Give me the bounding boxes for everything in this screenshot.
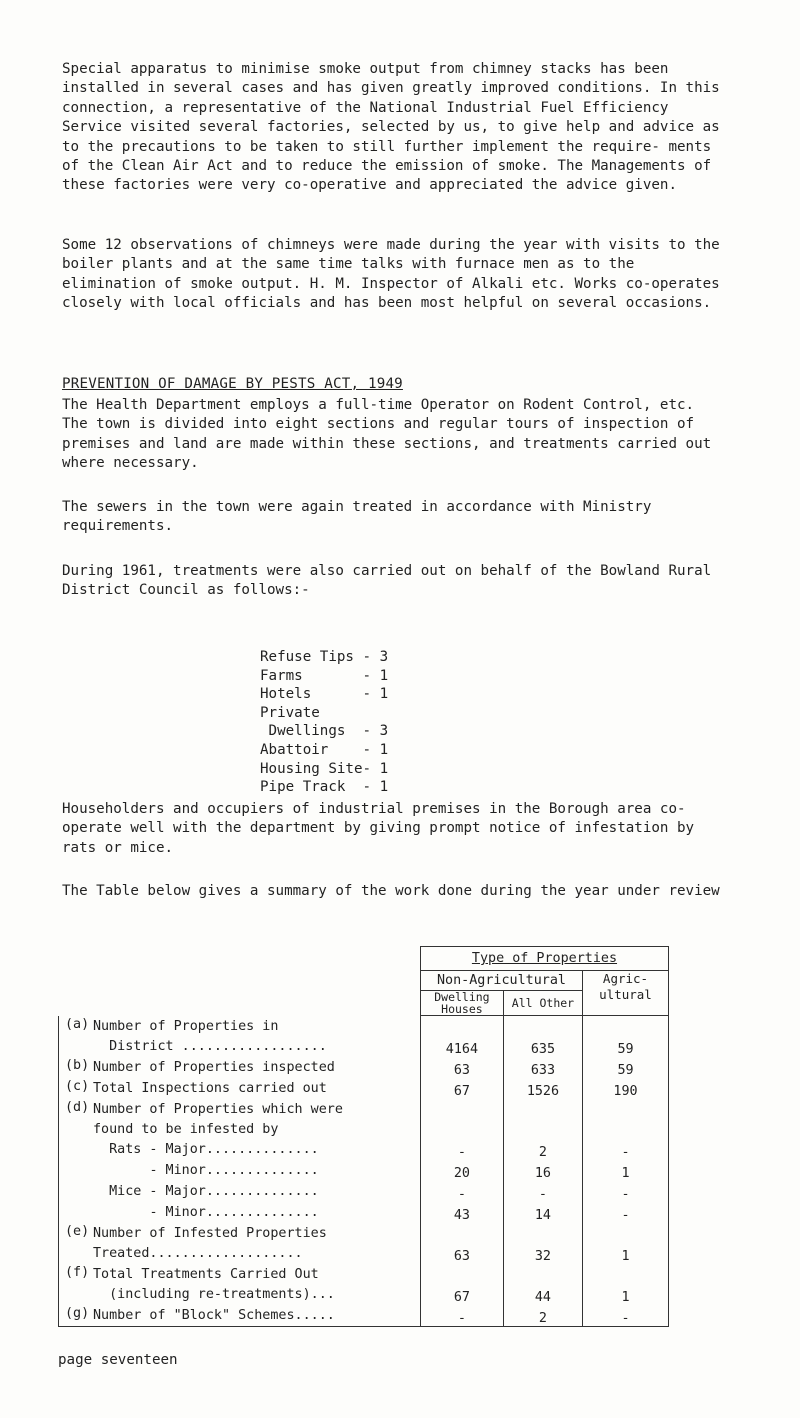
cell-agri: 1 [583, 1160, 669, 1181]
row-label: Number of "Block" Schemes..... [93, 1308, 335, 1323]
header-all-other: All Other [503, 991, 582, 1016]
cell-agri: 1 [583, 1264, 669, 1305]
list-item: Housing Site- 1 [260, 760, 389, 777]
table-row [59, 1202, 669, 1223]
list-item: Hotels - 1 [260, 686, 389, 703]
list-item: Pipe Track - 1 [260, 779, 389, 796]
table-row [59, 1057, 669, 1078]
list-item: Private [260, 704, 320, 721]
table-row [59, 1223, 669, 1264]
table-row [59, 1016, 669, 1058]
cell-agri: 190 [583, 1078, 669, 1099]
paragraph-chimney-observations: Some 12 observations of chimneys were made during the year with visits to the boiler plants and at the same time talks with furnace men as to the elimination of smoke output. H. M. Inspector of Alkali etc. Works co-operates closely with local officials and has been most helpful on several occasions. [62, 237, 729, 312]
cell-dwelling: - [420, 1305, 503, 1327]
cell-dwelling: 4164 [420, 1016, 503, 1058]
cell-dwelling: 43 [420, 1202, 503, 1223]
row-tag: (a) [65, 1017, 90, 1032]
header-type-of-properties: Type of Properties [420, 947, 668, 971]
cell-other: 635 [503, 1016, 582, 1058]
paragraph-table-intro: The Table below gives a summary of the work done during the year under review [62, 883, 720, 899]
row-label: Number of Properties which were found to be infested by Rats - Major.............. [93, 1102, 343, 1157]
cell-other: 633 [503, 1057, 582, 1078]
list-item: Dwellings - 3 [260, 723, 389, 740]
list-item: Abattoir - 1 [260, 741, 389, 758]
row-label: Total Treatments Carried Out (including re-treatments)... [93, 1267, 335, 1302]
table-row [59, 1078, 669, 1099]
row-tag [59, 1182, 93, 1202]
paragraph-sewers: The sewers in the town were again treated in accordance with Ministry requirements. [62, 499, 660, 535]
cell-dwelling: 67 [420, 1264, 503, 1305]
row-label: Number of Properties in District .................. [93, 1019, 327, 1054]
paragraph-bowland: During 1961, treatments were also carried out on behalf of the Bowland Rural District Council as follows:- [62, 563, 720, 599]
row-tag [59, 1161, 93, 1181]
cell-dwelling: 63 [420, 1057, 503, 1078]
row-label: Mice - Major.............. [93, 1184, 319, 1199]
header-dwelling-houses: Dwelling Houses [420, 991, 503, 1016]
header-agricultural: Agric- ultural [583, 971, 669, 1016]
paragraph-rodent-control: The Health Department employs a full-time Operator on Rodent Control, etc. The town is divided into eight sections and regular tours of inspection of premises and land are made within these sections, and treatments carried out where necessary. [62, 397, 720, 472]
cell-agri: 59 [583, 1057, 669, 1078]
cell-agri: - [583, 1202, 669, 1223]
paragraph-smoke-apparatus: Special apparatus to minimise smoke output from chimney stacks has been installed in several cases and has given greatly improved conditions. In this connection, a representative of the National Industrial Fuel Efficiency Service visited several factories, selected by us, to give help and advice as to the precautions to be taken to still further implement the require- ments of the Clean Air Act and to reduce the emission of smoke. The Managements of these factories were very co-operative and appreciated the advice given. [62, 61, 729, 194]
row-tag: (g) [65, 1306, 90, 1321]
table-row [59, 1160, 669, 1181]
paragraph-householders: Householders and occupiers of industrial premises in the Borough area co-operate well with the department by giving prompt notice of infestation by rats or mice. [62, 801, 703, 856]
cell-other: 14 [503, 1202, 582, 1223]
row-label: Number of Infested Properties Treated................... [93, 1226, 327, 1261]
row-tag [59, 1203, 93, 1223]
page-footer: page seventeen [58, 1352, 178, 1368]
row-tag: (d) [65, 1100, 90, 1115]
cell-other: 16 [503, 1160, 582, 1181]
cell-dwelling: 20 [420, 1160, 503, 1181]
pest-summary-table [58, 946, 669, 1327]
list-item: Farms - 1 [260, 667, 389, 684]
cell-agri: - [583, 1181, 669, 1202]
cell-dwelling: 63 [420, 1223, 503, 1264]
list-item: Refuse Tips - 3 [260, 649, 389, 665]
row-label: - Minor.............. [93, 1205, 319, 1220]
row-tag: (b) [65, 1058, 90, 1073]
cell-agri: - [583, 1099, 669, 1160]
header-non-agricultural: Non-Agricultural [420, 971, 582, 991]
cell-other: - [503, 1181, 582, 1202]
row-tag: (c) [65, 1079, 90, 1094]
row-label: Total Inspections carried out [93, 1081, 327, 1096]
cell-dwelling: - [420, 1099, 503, 1160]
bowland-treatments-list [260, 648, 388, 797]
cell-other: 2 [503, 1305, 582, 1327]
cell-dwelling: - [420, 1181, 503, 1202]
table-row [59, 1305, 669, 1327]
row-label: Number of Properties inspected [93, 1060, 335, 1075]
cell-agri: 59 [583, 1016, 669, 1058]
table-row [59, 1264, 669, 1305]
cell-other: 32 [503, 1223, 582, 1264]
row-tag: (f) [65, 1265, 90, 1280]
cell-agri: - [583, 1305, 669, 1327]
cell-agri: 1 [583, 1223, 669, 1264]
section-heading: PREVENTION OF DAMAGE BY PESTS ACT, 1949 [62, 376, 403, 392]
cell-other: 1526 [503, 1078, 582, 1099]
row-tag: (e) [65, 1224, 90, 1239]
cell-dwelling: 67 [420, 1078, 503, 1099]
cell-other: 2 [503, 1099, 582, 1160]
cell-other: 44 [503, 1264, 582, 1305]
row-label: - Minor.............. [93, 1163, 319, 1178]
table-row [59, 1099, 669, 1160]
table-row [59, 1181, 669, 1202]
